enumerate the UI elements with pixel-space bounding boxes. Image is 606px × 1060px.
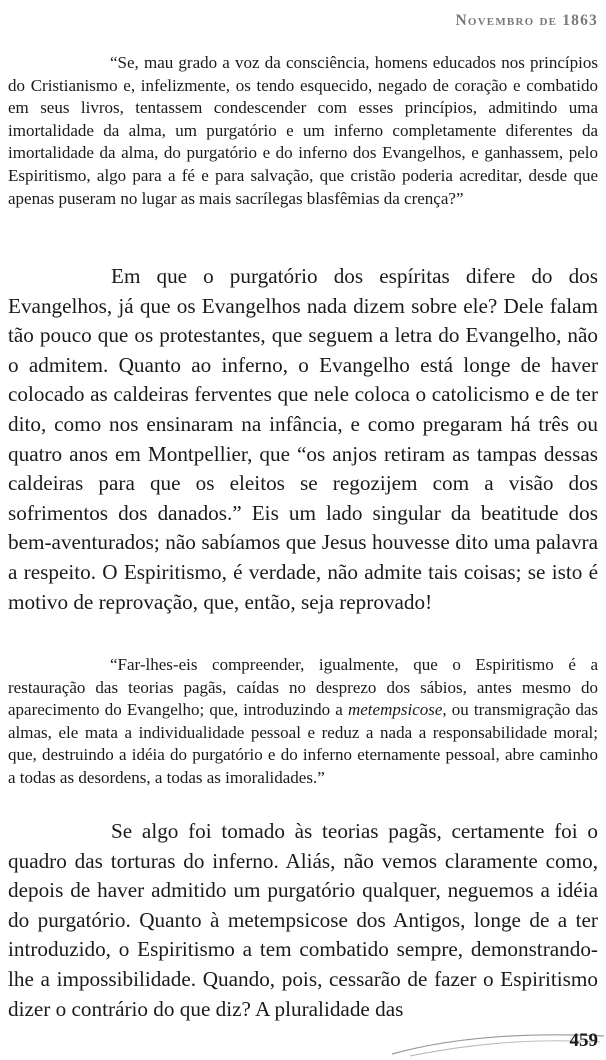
body-paragraph-2-text: Se algo foi tomado às teorias pagãs, certamente foi o quadro das torturas do inferno. Aliás, não vemos claramente como, depois de haver admitido um purgatório qualquer, neguemos a idéia do purgatório. Quanto à metempsicose dos Antigos, longe de a ter introduzido, o Espiritismo a tem combatido sempre, demonstrando-lhe a impossibilidade. Quando, pois, cessarão de fazer o Espiritismo dizer o contrário do que diz? A pluralidade das: [8, 819, 598, 1021]
running-header: Novembro de 1863: [455, 12, 598, 29]
block-quote-2-text-start: “Far-lhes-eis compreender, igualmente, que o Espiritismo é a restauração das teorias pagãs, caídas no desprezo dos sábios, antes mesmo do aparecimento do Evangelho; que, introduzindo a: [8, 655, 598, 720]
body-paragraph-1-text: Em que o purgatório dos espíritas difere do dos Evangelhos, já que os Evangelhos nada dizem sobre ele? Dele falam tão pouco que os protestantes, que seguem a letra do Evangelho, não o admitem. Quanto ao inferno, o Evangelho está longe de haver colocado as caldeiras ferventes que nele coloca o catolicismo e de ter dito, como nos ensinaram na infância, e como pregaram há três ou quatro anos em Montpellier, que “os anjos retiram as tampas dessas caldeiras para que os eleitos se regozijem com a visão dos sofrimentos dos danados.” Eis um lado singular da beatitude dos bem-aventurados; não sabíamos que Jesus houvesse dito uma palavra a respeito. O Espiritismo, é verdade, não admite tais coisas; se isto é motivo de reprovação, que, então, seja reprovado!: [8, 264, 598, 614]
body-paragraph-1: [8, 262, 598, 617]
page-number: 459: [569, 1030, 598, 1051]
block-quote-2-text-end: , ou transmigração das almas, ele mata a individualidade pessoal e reduz a nada a responsabilidade moral; que, destruindo a idéia do purgatório e do inferno eternamente pessoal, abre caminho a todas as desordens, a todas as imoralidades.”: [8, 700, 598, 787]
body-paragraph-2: [8, 817, 598, 1024]
block-quote-2-text: [8, 654, 598, 790]
block-quote-1-text: “Se, mau grado a voz da consciência, homens educados nos princípios do Cristianismo e, infelizmente, os tendo esquecido, negado de coração e combatido em seus livros, tentassem condescender com esses princípios, admitindo uma imortalidade da alma, um purgatório e um inferno completamente diferentes da imortalidade da alma, do purgatório e do inferno dos Evangelhos, e ganhassem, pelo Espiritismo, algo para a fé e para salvação, que cristão poderia acreditar, desde que apenas puseram no lugar as mais sacrílegas blasfêmias da crença?”: [8, 53, 598, 208]
block-quote-1: [8, 52, 598, 210]
emphasized-term: metempsicose: [347, 700, 443, 720]
block-quote-2: [8, 654, 598, 790]
